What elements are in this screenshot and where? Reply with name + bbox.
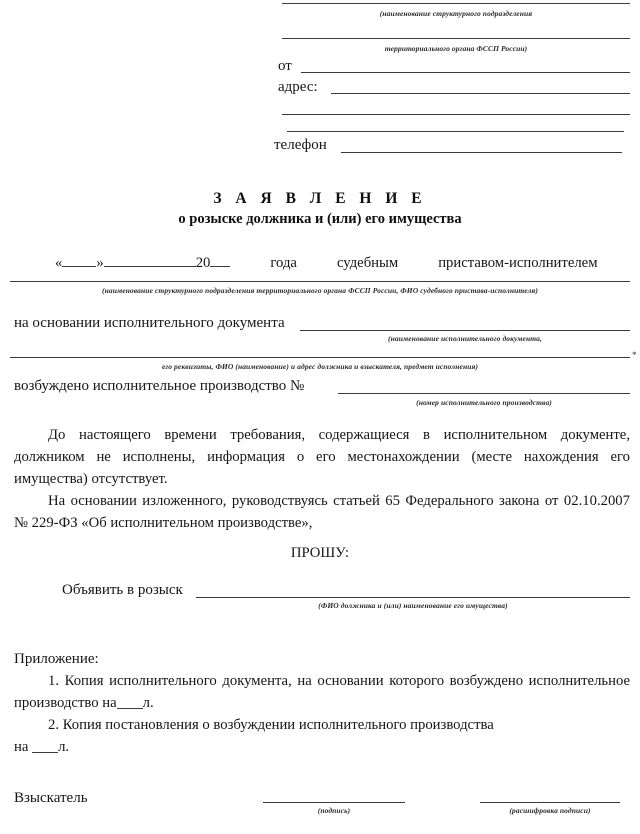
page-subtitle: о розыске должника и (или) его имущества [178,211,462,227]
date-year-word: года [270,255,297,271]
attachment-item-2-pages-input[interactable] [32,740,58,753]
signature-role-label: Взыскатель [14,790,88,806]
attachment-item-1-suffix: л. [142,695,154,711]
attachment-item-2-prefix: на [14,739,29,755]
address-input-line[interactable] [331,93,630,94]
basis-label: на основании исполнительного документа [14,315,285,331]
address-input-line-3[interactable] [287,131,624,132]
from-input-line[interactable] [301,72,630,73]
request-heading: ПРОШУ: [290,545,350,561]
phone-input-line[interactable] [341,152,622,153]
basis-caption-2: его реквизиты, ФИО (наименование) и адрес должника и взыскателя, предмет исполнения) [161,362,479,371]
date-quote-close: » [96,255,104,271]
address-label: адрес: [278,79,318,95]
body-paragraph-2: На основании изложенного, руководствуясь статьей 65 Федерального закона от 02.10.2007 № 229-ФЗ «Об исполнительном производстве», [14,493,630,531]
signature-line[interactable] [263,802,405,803]
proceeding-caption: (номер исполнительного производства) [416,398,552,407]
date-quote-open: « [55,255,63,271]
officer-name-rule[interactable] [10,281,630,282]
body-paragraph-1: До настоящего времени требования, содержащиеся в исполнительном документе, должником не исполнены, информация о его местонахождении (месте нахождения его имущества) отсутствует. [14,427,630,487]
basis-caption-1: (наименование исполнительного документа, [388,334,542,343]
date-month-input[interactable] [104,253,196,267]
date-day-input[interactable] [62,253,96,267]
date-officer-row [55,253,630,272]
attachment-item-2-text: 2. Копия постановления о возбуждении исполнительного производства [48,717,494,733]
header-division-rule [282,3,630,4]
attachments-heading: Приложение: [14,651,99,667]
date-year-prefix: 20 [195,255,211,271]
officer-word-2: приставом-исполнителем [438,255,598,271]
header-territorial-caption: территориального органа ФССП России) [384,44,528,53]
page-title: З А Я В Л Е Н И Е [213,190,427,207]
basis-input-line[interactable] [300,330,630,331]
date-year-input[interactable] [210,253,230,267]
request-caption: (ФИО должника и (или) наименование его имущества) [318,601,508,610]
signature-caption: (подпись) [317,806,351,815]
signature-transcript-caption: (расшифровка подписи) [509,806,591,815]
attachment-item-1-text: 1. Копия исполнительного документа, на основании которого возбуждено исполнительное производство на [14,673,630,711]
attachment-item-2-continued [14,736,314,758]
officer-word-1: судебным [336,255,399,271]
basis-asterisk: * [632,350,637,360]
attachment-item-1-pages-input[interactable] [117,696,143,709]
attachment-item-2-suffix: л. [58,739,70,755]
request-input-line[interactable] [196,597,630,598]
header-territorial-rule [282,38,630,39]
header-division-caption: (наименование структурного подразделения [379,9,533,18]
from-label: от [278,58,292,74]
phone-label: телефон [274,137,327,153]
attachment-item-1 [14,670,630,714]
proceeding-label: возбуждено исполнительное производство № [14,378,305,394]
proceeding-input-line[interactable] [338,393,630,394]
basis-input-line-2[interactable] [10,357,630,358]
address-input-line-2[interactable] [282,114,630,115]
attachment-item-2 [14,714,630,736]
officer-name-caption: (наименование структурного подразделения территориального органа ФССП России, ФИО судебного пристава-исполнителя) [102,286,538,295]
request-label: Объявить в розыск [62,582,183,598]
signature-transcript-line[interactable] [480,802,620,803]
